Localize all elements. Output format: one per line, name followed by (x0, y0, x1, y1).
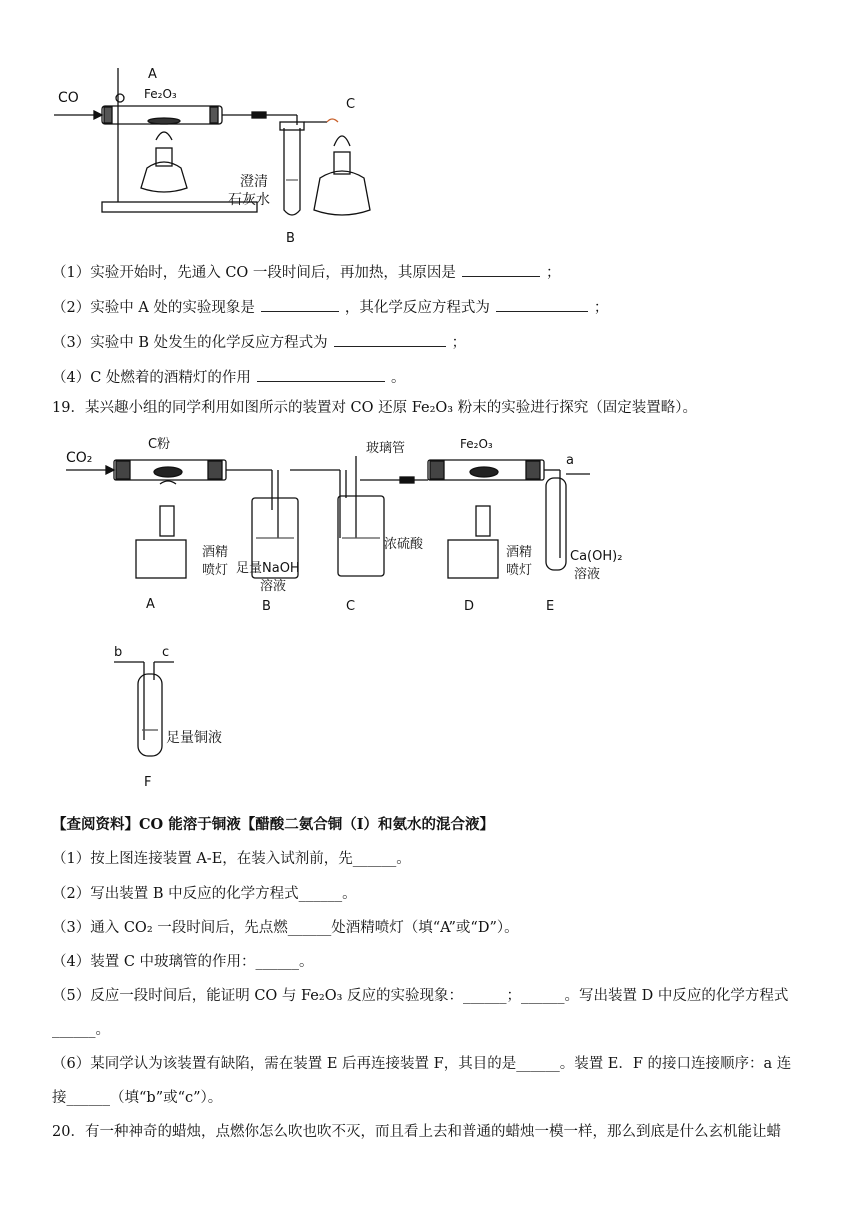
figure-apparatus-f (110, 640, 250, 792)
answer-blank[interactable] (261, 297, 339, 312)
label-A: A (146, 597, 155, 612)
label-F: F (144, 775, 152, 790)
q20-stem: 20．有一种神奇的蜡烛，点燃你怎么吹也吹不灭，而且看上去和普通的蜡烛一模一样，那么到底是什么玄机能让蜡 (52, 1124, 781, 1140)
q19-item-4: （4）装置 C 中玻璃管的作用：______。 (52, 954, 314, 970)
label-lamp-d-2: 喷灯 (506, 563, 533, 578)
label-fe2o3: Fe₂O₃ (144, 87, 177, 101)
q18-item-1-text: （1）实验开始时，先通入 CO 一段时间后，再加热，其原因是 (52, 265, 456, 281)
q19-item-6-cont: 接______（填“b”或“c”）。 (52, 1090, 223, 1106)
label-c: C (346, 97, 356, 112)
label-h2so4: 浓硫酸 (384, 537, 424, 552)
label-c-powder: C粉 (148, 437, 171, 452)
q18-item-1-end: ； (545, 265, 561, 281)
label-co2: CO₂ (66, 450, 93, 466)
label-b: B (286, 231, 295, 246)
q18-item-3 (52, 332, 466, 353)
label-lamp-a-2: 喷灯 (202, 563, 229, 578)
q19-resource: 【查阅资料】CO 能溶于铜液【醋酸二氨合铜（I）和氨水的混合液】 (52, 816, 494, 833)
q18-item-3-text: （3）实验中 B 处发生的化学反应方程式为 (52, 335, 328, 351)
q18-item-2-text: （2）实验中 A 处的实验现象是 (52, 300, 255, 316)
label-copper-liquid: 足量铜液 (166, 730, 222, 746)
label-D: D (464, 599, 475, 614)
label-b-inlet: b (114, 645, 123, 660)
label-a: A (148, 67, 157, 82)
q19-item-3: （3）通入 CO₂ 一段时间后，先点燃______处酒精喷灯（填“A”或“D”）。 (52, 920, 519, 936)
q18-item-4-end: 。 (390, 370, 406, 386)
answer-blank[interactable] (257, 367, 385, 382)
label-lamp-a-1: 酒精 (202, 545, 229, 560)
label-naoh-1: 足量NaOH (236, 561, 300, 576)
q19-item-1: （1）按上图连接装置 A-E，在装入试剂前，先______。 (52, 851, 411, 867)
q19-item-6: （6）某同学认为该装置有缺陷，需在装置 E 后再连接装置 F，其目的是______。装置 E．F 的接口连接顺序：a 连 (52, 1056, 792, 1072)
label-glass-tube: 玻璃管 (366, 441, 406, 456)
label-lamp-d-1: 酒精 (506, 545, 533, 560)
answer-blank[interactable] (334, 332, 446, 347)
label-caoh-1: Ca(OH)₂ (570, 549, 623, 564)
figure-apparatus-a-e (60, 428, 640, 618)
q18-item-3-end: ； (451, 335, 467, 351)
q19-stem: 19．某兴趣小组的同学利用如图所示的装置对 CO 还原 Fe₂O₃ 粉末的实验进行探究（固定装置略）。 (52, 400, 697, 416)
label-co: CO (58, 90, 79, 106)
label-E: E (546, 599, 555, 614)
q18-item-1 (52, 262, 560, 283)
q19-item-5: （5）反应一段时间后，能证明 CO 与 Fe₂O₃ 反应的实验现象：______；______。写出装置 D 中反应的化学方程式 (52, 988, 789, 1004)
label-limewater-1: 澄清 (240, 174, 268, 190)
label-naoh-2: 溶液 (260, 579, 287, 594)
q19-item-2: （2）写出装置 B 中反应的化学方程式______。 (52, 886, 357, 902)
label-limewater-2: 石灰水 (228, 192, 270, 208)
label-fe2o3-d: Fe₂O₃ (460, 437, 493, 451)
label-C: C (346, 599, 356, 614)
answer-blank[interactable] (462, 262, 540, 277)
q18-item-2 (52, 297, 608, 318)
label-c-outlet: c (162, 645, 170, 660)
q19-item-5-cont: ______。 (52, 1022, 110, 1038)
q18-item-4-text: （4）C 处燃着的酒精灯的作用 (52, 370, 251, 386)
q18-item-2-mid: ，其化学反应方程式为 (344, 300, 490, 316)
answer-blank[interactable] (496, 297, 588, 312)
q18-item-4 (52, 367, 405, 388)
label-a-outlet: a (566, 453, 574, 468)
q18-item-2-end: ； (593, 300, 609, 316)
figure-co-reduction-apparatus (52, 60, 472, 250)
label-caoh-2: 溶液 (574, 567, 601, 582)
label-B: B (262, 599, 271, 614)
